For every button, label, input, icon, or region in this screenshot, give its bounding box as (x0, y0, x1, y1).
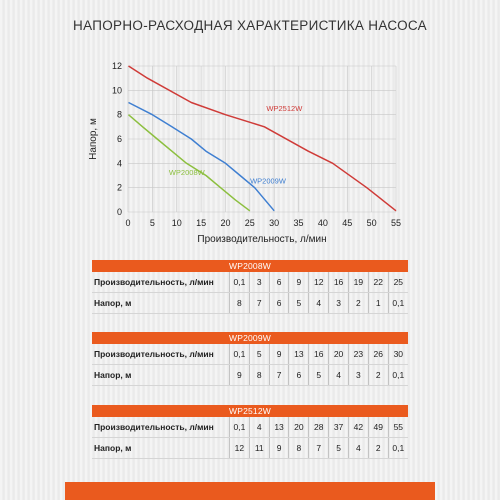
series-label: WP2008W (168, 168, 205, 178)
cell: 8 (249, 365, 269, 386)
y-tick-label: 10 (111, 85, 122, 96)
head-flow-chart (0, 40, 500, 250)
cell: 0,1 (230, 344, 250, 365)
table-header: WP2009W (92, 332, 408, 344)
table-header: WP2008W (92, 260, 408, 272)
cell: 5 (309, 365, 329, 386)
cell: 4 (329, 365, 349, 386)
table-wp2008w (92, 260, 408, 314)
row-label: Производительность, л/мин (92, 344, 230, 365)
series-label: WP2512W (266, 103, 303, 113)
row-label: Напор, м (92, 438, 230, 459)
cell: 5 (289, 293, 309, 314)
cell: 3 (329, 293, 349, 314)
row-label: Производительность, л/мин (92, 272, 230, 293)
cell: 12 (230, 438, 250, 459)
cell: 16 (309, 344, 329, 365)
cell: 5 (329, 438, 349, 459)
cell: 2 (368, 365, 388, 386)
series-label: WP2009W (250, 176, 286, 186)
cell: 5 (249, 344, 269, 365)
cell: 4 (249, 417, 269, 438)
table-row-flow (92, 344, 408, 365)
cell: 6 (269, 293, 289, 314)
cell: 26 (368, 344, 388, 365)
y-tick-label: 12 (111, 61, 122, 71)
table-wp2009w (92, 332, 408, 386)
cell: 4 (348, 438, 368, 459)
cell: 12 (309, 272, 329, 293)
cell: 6 (269, 272, 289, 293)
cell: 20 (329, 344, 349, 365)
cell: 22 (368, 272, 388, 293)
cell: 13 (269, 417, 289, 438)
x-tick-label: 55 (390, 218, 402, 228)
y-tick-label: 6 (116, 134, 122, 144)
series-line (129, 115, 250, 211)
cell: 0,1 (388, 438, 408, 459)
cell: 8 (230, 293, 250, 314)
cell: 7 (309, 438, 329, 459)
cell: 37 (329, 417, 349, 438)
x-axis-title: Производительность, л/мин (197, 234, 327, 245)
cell: 9 (289, 272, 309, 293)
cell: 2 (348, 293, 368, 314)
cell: 49 (368, 417, 388, 438)
table-row-head (92, 365, 408, 386)
cell: 16 (329, 272, 349, 293)
table-header: WP2512W (92, 405, 408, 417)
x-tick-label: 40 (317, 218, 328, 228)
cell: 8 (289, 438, 309, 459)
cell: 7 (249, 293, 269, 314)
table-wp2512w (92, 405, 408, 459)
table-row-head (92, 293, 408, 314)
cell: 0,1 (388, 293, 408, 314)
y-tick-label: 8 (116, 109, 122, 120)
x-tick-label: 0 (125, 218, 131, 228)
cell: 25 (388, 272, 408, 293)
y-tick-label: 0 (116, 207, 122, 217)
x-tick-label: 5 (149, 218, 155, 228)
cell: 23 (348, 344, 368, 365)
x-tick-label: 30 (269, 218, 280, 228)
x-tick-label: 45 (342, 218, 353, 228)
cell: 19 (348, 272, 368, 293)
cell: 0,1 (388, 365, 408, 386)
cell: 0,1 (230, 272, 250, 293)
cell: 11 (249, 438, 269, 459)
row-label: Напор, м (92, 365, 230, 386)
x-tick-label: 20 (220, 218, 231, 228)
cell: 9 (269, 438, 289, 459)
cell: 20 (289, 417, 309, 438)
y-axis-title: Напор, м (88, 118, 99, 160)
row-label: Напор, м (92, 293, 230, 314)
x-tick-label: 50 (366, 218, 377, 228)
y-tick-label: 2 (116, 182, 122, 193)
x-tick-label: 15 (196, 218, 207, 228)
cell: 3 (348, 365, 368, 386)
cell: 7 (269, 365, 289, 386)
cell: 42 (348, 417, 368, 438)
cell: 1 (368, 293, 388, 314)
cell: 3 (249, 272, 269, 293)
y-tick-label: 4 (116, 158, 122, 169)
x-tick-label: 35 (293, 218, 304, 228)
x-tick-label: 25 (244, 218, 255, 228)
page-title: НАПОРНО-РАСХОДНАЯ ХАРАКТЕРИСТИКА НАСОСА (73, 18, 427, 33)
cell: 9 (269, 344, 289, 365)
cell: 2 (368, 438, 388, 459)
table-row-flow (92, 272, 408, 293)
table-row-head (92, 438, 408, 459)
cell: 9 (230, 365, 250, 386)
cell: 13 (289, 344, 309, 365)
row-label: Производительность, л/мин (92, 417, 230, 438)
cell: 28 (309, 417, 329, 438)
footer-bar (65, 482, 435, 500)
cell: 55 (388, 417, 408, 438)
series-line (129, 66, 397, 211)
cell: 30 (388, 344, 408, 365)
cell: 6 (289, 365, 309, 386)
table-row-flow (92, 417, 408, 438)
x-tick-label: 10 (171, 218, 182, 228)
cell: 0,1 (230, 417, 250, 438)
cell: 4 (309, 293, 329, 314)
